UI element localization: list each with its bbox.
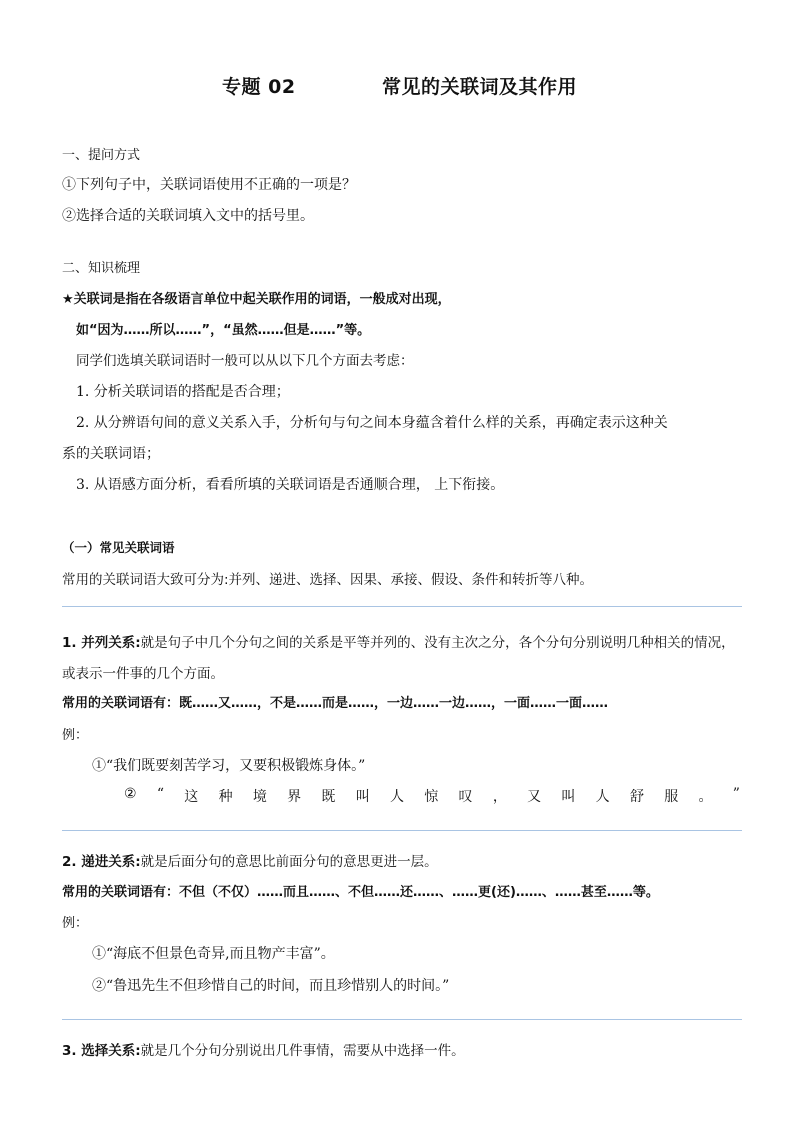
- ex2-char: 人: [389, 789, 404, 805]
- ex2-char: ，: [492, 789, 507, 805]
- divider: [62, 1019, 742, 1020]
- rel1-example-1: ①“我们既要刻苦学习，又要积极锻炼身体。”: [92, 758, 366, 774]
- ex2-char: 叫: [561, 789, 576, 805]
- ex2-char: “: [156, 786, 165, 802]
- rel1-desc-a: 就是句子中几个分句之间的关系是平等并列的、没有主次之分，各个分句分别说明几种相关的情况，: [140, 635, 735, 651]
- rel1-example-2: [124, 786, 740, 806]
- rel2-label: 2. 递进关系:: [62, 854, 141, 870]
- ex2-char: ”: [732, 786, 740, 802]
- rel1-common: [62, 692, 608, 711]
- rel1-common-label: 常用的关联词语有：: [62, 696, 180, 711]
- ex2-char: 种: [218, 789, 233, 805]
- ex2-char: 服: [664, 789, 679, 805]
- tips-intro: 同学们选填关联词语时一般可以从以下几个方面去考虑：: [76, 353, 414, 369]
- ex2-char: 既: [321, 789, 336, 805]
- question-format-1: ①下列句子中，关联词语使用不正确的一项是？: [62, 177, 356, 193]
- rel2-common-words: 不但（不仅）……而且……、不但……还……、……更(还)……、……甚至……等。: [179, 885, 659, 900]
- rel2-example-2: ②“鲁迅先生不但珍惜自己的时间，而且珍惜别人的时间。”: [92, 978, 450, 994]
- tip-2a: 2. 从分辨语句间的意义关系入手，分析句与句之间本身蕴含着什么样的关系，再确定表示这种关: [76, 415, 668, 431]
- rel2-example-label: 例：: [62, 916, 89, 931]
- rel3-label: 3. 选择关系:: [62, 1043, 141, 1059]
- ex2-char: 舒: [629, 789, 644, 805]
- section2-heading: 二、知识梳理: [62, 261, 141, 276]
- rel2-common-label: 常用的关联词语有：: [62, 885, 180, 900]
- title-number: 专题 02: [222, 76, 296, 98]
- section1-heading: 一、提问方式: [62, 148, 141, 163]
- rel3-line-1: [62, 1039, 465, 1059]
- page-title: 常见的关联词及其作用: [382, 76, 578, 98]
- rel1-common-words: 既……又……，不是……而是……，一边……一边……，一面……一面……: [179, 696, 609, 711]
- divider: [62, 606, 742, 607]
- tip-1: 1. 分析关联词语的搭配是否合理；: [76, 384, 290, 400]
- ex2-char: 境: [252, 789, 267, 805]
- tip-3: 3. 从语感方面分析，看看所填的关联词语是否通顺合理， 上下衔接。: [76, 477, 505, 493]
- rel3-desc: 就是几个分句分别说出几件事情，需要从中选择一件。: [140, 1043, 465, 1059]
- ex2-char: 惊: [424, 789, 439, 805]
- question-format-2: ②选择合适的关联词填入文中的括号里。: [62, 208, 314, 224]
- sub1-summary: 常用的关联词语大致可分为:并列、递进、选择、因果、承接、假设、条件和转折等八种。: [62, 572, 594, 588]
- rel1-desc-b: 或表示一件事的几个方面。: [62, 666, 224, 682]
- sub1-heading: （一）常见关联词语: [62, 540, 175, 555]
- tip-2b: 系的关联词语；: [62, 446, 160, 462]
- rel1-line-1: [62, 631, 735, 651]
- rel2-example-1: ①“海底不但景色奇异,而且物产丰富”。: [92, 946, 335, 962]
- ex2-char: 这: [184, 789, 199, 805]
- definition-example: 如“因为……所以……”，“虽然……但是……”等。: [76, 323, 371, 338]
- ex2-char: 叫: [355, 789, 370, 805]
- rel2-desc: 就是后面分句的意思比前面分句的意思更进一层。: [140, 854, 438, 870]
- ex2-char: 叹: [458, 789, 473, 805]
- ex2-char: 又: [527, 789, 542, 805]
- rel2-line-1: [62, 850, 438, 870]
- ex2-char: 人: [595, 789, 610, 805]
- divider: [62, 830, 742, 831]
- definition-text: ★关联词是指在各级语言单位中起关联作用的词语，一般成对出现，: [62, 292, 451, 307]
- rel2-common: [62, 881, 659, 900]
- rel1-example-label: 例：: [62, 728, 89, 743]
- ex2-char: ②: [124, 786, 137, 802]
- ex2-char: 。: [698, 789, 713, 805]
- ex2-char: 界: [287, 789, 302, 805]
- rel1-label: 1. 并列关系:: [62, 635, 141, 651]
